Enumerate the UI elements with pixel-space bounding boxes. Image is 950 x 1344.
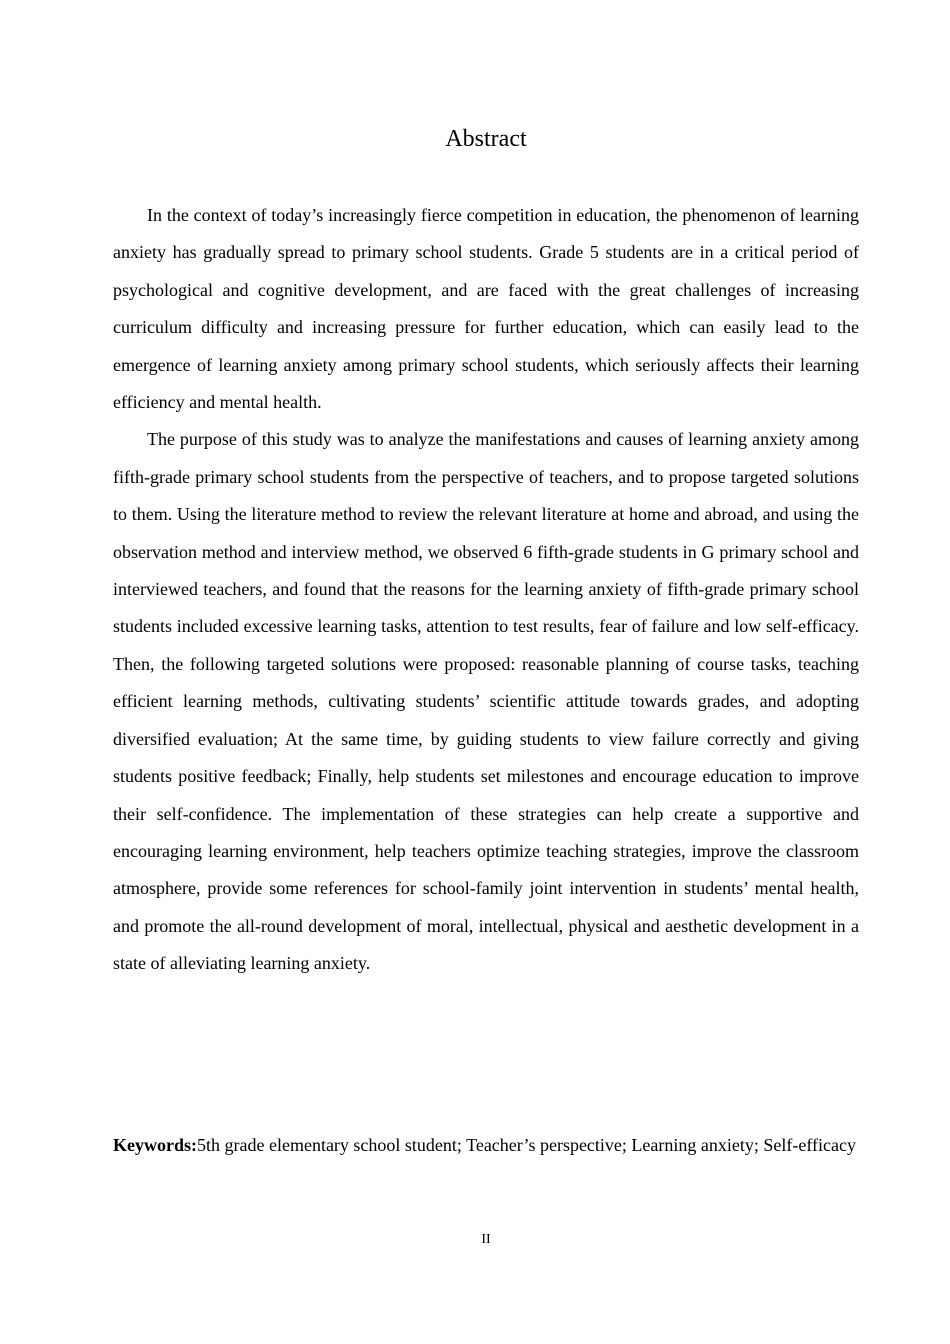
abstract-paragraph-2: The purpose of this study was to analyze the manifestations and causes of learning anxiety among fifth-grade primary school students from the perspective of teachers, and to propose targeted solutions to them. Using the literature method to review the relevant literature at home and abroad, and using the observation method and interview method, we observed 6 fifth-grade students in G primary school and interviewed teachers, and found that the reasons for the learning anxiety of fifth-grade primary school students included excessive learning tasks, attention to test results, fear of failure and low self-efficacy. Then, the following targeted solutions were proposed: reasonable planning of course tasks, teaching efficient learning methods, cultivating students’ scientific attitude towards grades, and adopting diversified evaluation; At the same time, by guiding students to view failure correctly and giving students positive feedback; Finally, help students set milestones and encourage education to improve their self-confidence. The implementation of these strategies can help create a supportive and encouraging learning environment, help teachers optimize teaching strategies, improve the classroom atmosphere, provide some references for school-family joint intervention in students’ mental health, and promote the all-round development of moral, intellectual, physical and aesthetic development in a state of alleviating learning anxiety.: [113, 429, 859, 974]
abstract-body: [113, 197, 859, 983]
abstract-paragraph-1: In the context of today’s increasingly fierce competition in education, the phenomenon of learning anxiety has gradually spread to primary school students. Grade 5 students are in a critical period of psychological and cognitive development, and are faced with the great challenges of increasing curriculum difficulty and increasing pressure for further education, which can easily lead to the emergence of learning anxiety among primary school students, which seriously affects their learning efficiency and mental health.: [113, 205, 859, 413]
page-number: II: [481, 1232, 491, 1247]
keywords-line: [113, 1127, 859, 1164]
keywords-label: Keywords:: [113, 1135, 197, 1155]
page-title: Abstract: [445, 126, 527, 152]
keywords-text: 5th grade elementary school student; Teacher’s perspective; Learning anxiety; Self-efficacy: [197, 1135, 856, 1155]
